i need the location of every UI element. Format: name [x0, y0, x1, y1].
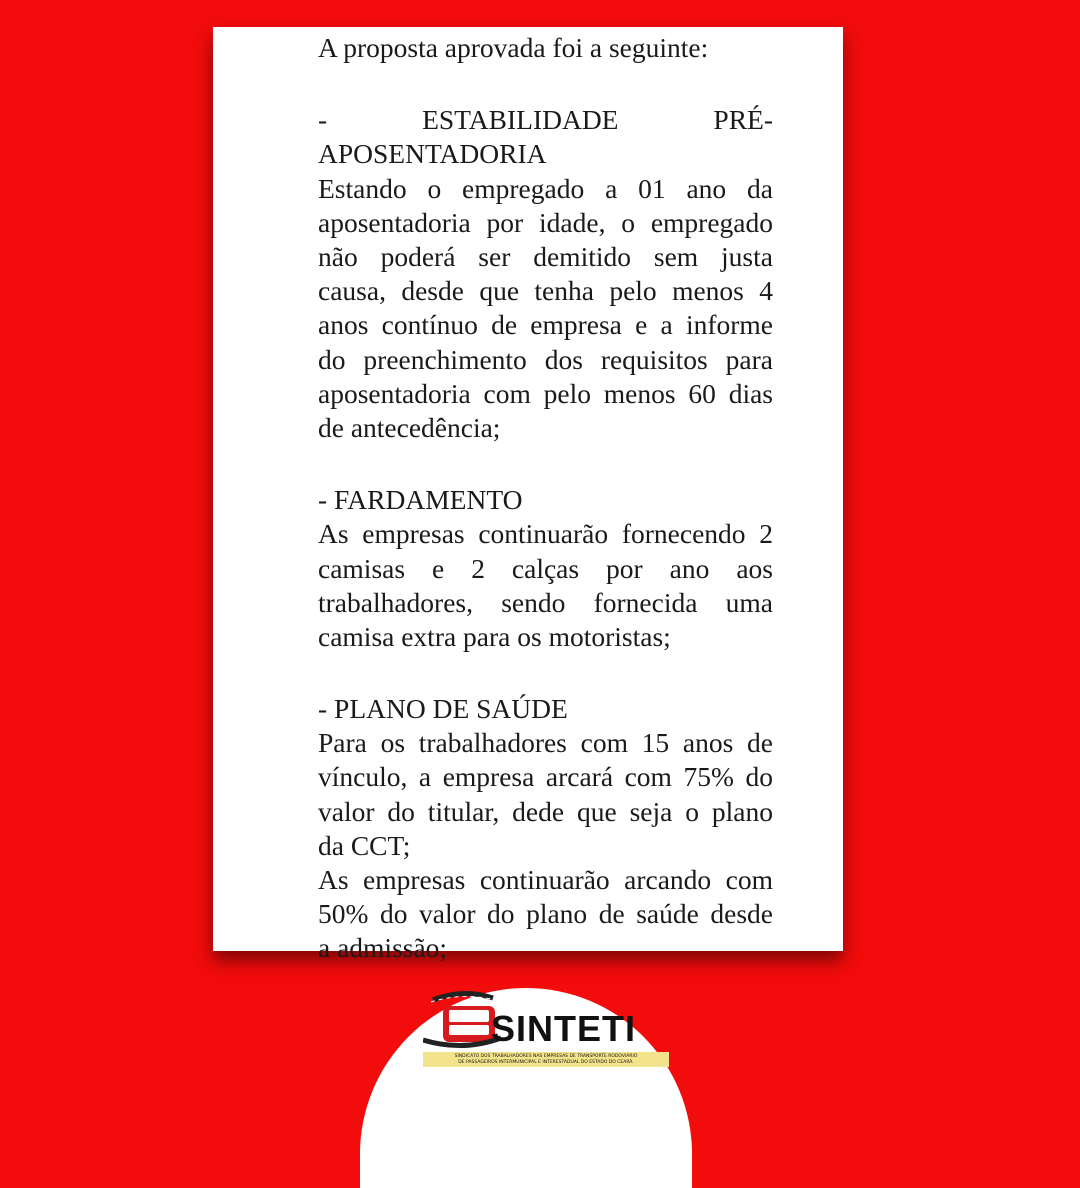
document-line: do preenchimento dos requisitos para: [318, 343, 773, 375]
document-line: camisas e 2 calças por ano aos: [318, 552, 773, 584]
document-line: [318, 103, 773, 137]
document-line: aposentadoria por idade, o empregado: [318, 206, 773, 238]
paragraph-gap: [318, 65, 773, 103]
document-line: As empresas continuarão fornecendo 2: [318, 518, 773, 550]
document-line: anos contínuo de empresa e a informe: [318, 309, 773, 341]
document-word: PRÉ-: [713, 104, 773, 136]
document-line: vínculo, a empresa arcará com 75% do: [318, 761, 773, 793]
paragraph-gap: [318, 654, 773, 692]
logo-subtitle-line: SINDICATO DOS TRABALHADORES NAS EMPRESAS DE TRANSPORTE RODOVIÁRIO: [454, 1054, 638, 1059]
logo-wordmark: SINTETI: [491, 1008, 637, 1049]
paragraph-gap: [318, 445, 773, 483]
logo-subtitle-line: DE PASSAGEIROS INTERMUNICIPAL E INTERESTADUAL DO ESTADO DO CEARÁ.: [458, 1059, 634, 1065]
document-word: -: [318, 104, 328, 136]
document-line: As empresas continuarão arcando com: [318, 864, 773, 896]
sinteti-logo: [423, 990, 673, 1080]
document-line: APOSENTADORIA: [318, 138, 547, 170]
document-word: ESTABILIDADE: [422, 104, 619, 136]
document-line: trabalhadores, sendo fornecida uma: [318, 586, 773, 618]
document-line: Estando o empregado a 01 ano da: [318, 172, 773, 204]
logo-subtitle: [423, 1052, 669, 1067]
document-line: A proposta aprovada foi a seguinte:: [318, 32, 709, 63]
document-line: da CCT;: [318, 829, 411, 861]
document-text: [318, 31, 773, 966]
document-line: não poderá ser demitido sem justa: [318, 240, 773, 272]
document-line: a admissão;: [318, 932, 448, 964]
document-page: [213, 27, 843, 964]
document-line: camisa extra para os motoristas;: [318, 620, 671, 652]
document-line: valor do titular, dede que seja o plano: [318, 795, 773, 827]
document-line: - PLANO DE SAÚDE: [318, 693, 568, 725]
document-line: 50% do valor do plano de saúde desde: [318, 898, 773, 930]
document-line: Para os trabalhadores com 15 anos de: [318, 727, 773, 759]
document-line: causa, desde que tenha pelo menos 4: [318, 275, 773, 307]
document-line: aposentadoria com pelo menos 60 dias: [318, 377, 773, 409]
document-line: - FARDAMENTO: [318, 484, 523, 516]
document-line: de antecedência;: [318, 411, 501, 443]
